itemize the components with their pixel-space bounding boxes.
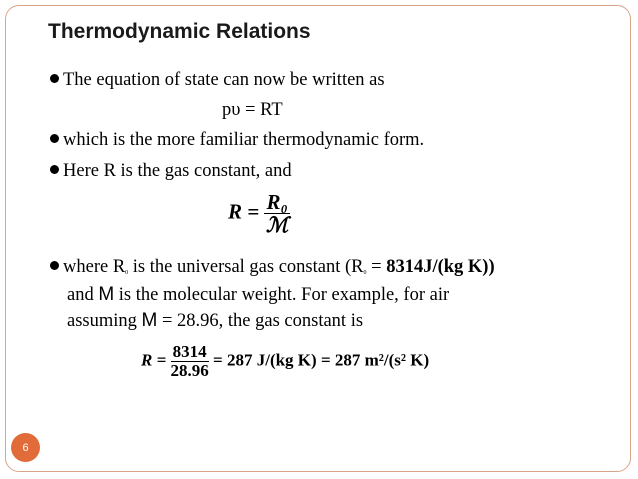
bullet-equation-of-state: The equation of state can now be written as [50, 71, 385, 90]
bullet-gas-constant: Here R is the gas constant, and [50, 162, 292, 181]
bullet-universal-gas-constant: where $R_0$ is the universal gas constant ($R_0 = 8314J/(kg$ K)) [50, 258, 495, 277]
assuming-line: assuming M = 28.96, the gas constant is [67, 310, 364, 331]
bullet-dot-icon [50, 165, 59, 174]
bullet-dot-icon [50, 261, 59, 270]
molecular-weight-line: and M is the molecular weight. For example, for air [67, 284, 450, 305]
formula-gas-constant-air: R = $\frac{8314}{28.96}$ = 287 J/(kg K) = 287 m²/(s² K) [141, 342, 430, 380]
bullet-dot-icon [50, 74, 59, 83]
page-number-badge: 6 [11, 433, 40, 462]
equation-pv-rt: pυ = RT [222, 100, 283, 120]
fraction: $\frac{8314}{28.96}$ [170, 342, 209, 380]
formula-r-over-m: R = $\frac{\text{R₀}}{\text{ℳ}}$ [228, 190, 289, 238]
slide-title: Thermodynamic Relations [48, 20, 311, 43]
bullet-familiar-form: which is the more familiar thermodynamic form. [50, 131, 424, 150]
bullet-dot-icon [50, 134, 59, 143]
fraction: $\frac{\text{R₀}}{\text{ℳ}}$ [265, 190, 289, 238]
